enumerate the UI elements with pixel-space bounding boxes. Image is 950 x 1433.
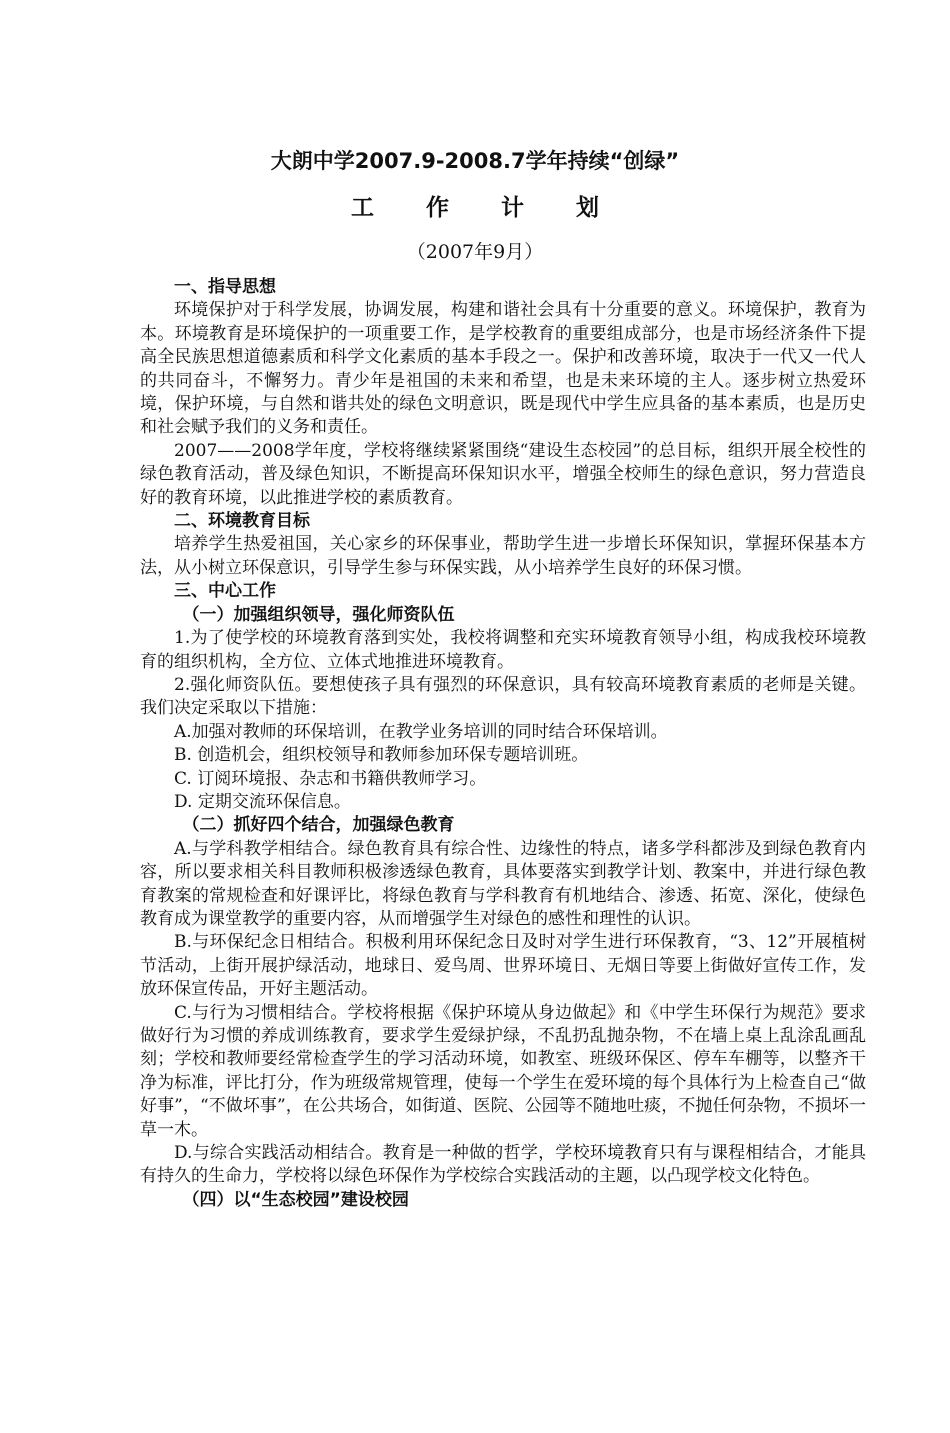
document-body [140,276,866,1212]
section-heading-core-work: 三、中心工作 [174,581,276,602]
section-heading-guiding-ideology: 一、指导思想 [174,277,276,297]
list-item: D. 定期交流环保信息。 [174,791,351,812]
paragraph: A.与学科教学相结合。绿色教育具有综合性、边缘性的特点，诸多学科都涉及到绿色教育内容，所以要求相关科目教师积极渗透绿色教育，具体要落实到教学计划、教案中，并进行绿色教育教案的常规检查和好课评比，将绿色教育与学科教育有机地结合、渗透、拓宽、深化，使绿色教育成为课堂教学的重要内容，从而增强学生对绿色的感性和理性的认识。 [140,838,866,929]
document-date: （2007年9月） [406,241,544,263]
list-item: A.加强对教师的环保培训，在教学业务培训的同时结合环保培训。 [174,721,668,742]
paragraph: 2007——2008学年度，学校将继续紧紧围绕“建设生态校园”的总目标，组织开展全校性的绿色教育活动，普及绿色知识，不断提高环保知识水平，增强全校师生的绿色意识，努力营造良好的教育环境，以此推进学校的素质教育。 [140,440,866,508]
subsection-heading-eco-campus: （四）以“生态校园”建设校园 [182,1189,409,1210]
list-item: B. 创造机会，组织校领导和教师参加环保专题培训班。 [174,745,589,766]
subsection-heading-four-combinations: （二）抓好四个结合，加强绿色教育 [182,815,455,836]
paragraph: D.与综合实践活动相结合。教育是一种做的哲学，学校环境教育只有与课程相结合，才能具有持久的生命力，学校将以绿色环保作为学校综合实践活动的主题，以凸现学校文化特色。 [140,1143,866,1187]
paragraph: 培养学生热爱祖国，关心家乡的环保事业，帮助学生进一步增长环保知识，掌握环保基本方法，从小树立环保意识，引导学生参与环保实践，从小培养学生良好的环保习惯。 [140,534,866,578]
paragraph: 2.强化师资队伍。要想使孩子具有强烈的环保意识，具有较高环境教育素质的老师是关键。我们决定采取以下措施： [140,674,866,719]
list-item: C. 订阅环境报、杂志和书籍供教师学习。 [174,768,487,789]
section-heading-education-goals: 二、环境教育目标 [174,511,310,532]
document-subtitle: 工 作 计 划 [350,195,622,221]
paragraph: 1.为了使学校的环境教育落到实处，我校将调整和充实环境教育领导小组，构成我校环境教育的组织机构，全方位、立体式地推进环境教育。 [140,628,866,672]
subsection-heading-organization: （一）加强组织领导，强化师资队伍 [182,604,455,625]
paragraph: C.与行为习惯相结合。学校将根据《保护环境从身边做起》和《中学生环保行为规范》要求做好行为习惯的养成训练教育，要求学生爱绿护绿，不乱扔乱抛杂物，不在墙上桌上乱涂乱画乱刻；学校和教师要经常检查学生的学习活动环境，如教室、班级环保区、停车车棚等，以整齐干净为标准，评比打分，作为班级常规管理，使每一个学生在爱环境的每个具体行为上检查自己“做好事”，“不做坏事”，在公共场合，如街道、医院、公园等不随地吐痰，不抛任何杂物，不损坏一草一木。 [140,1002,866,1140]
paragraph: B.与环保纪念日相结合。积极利用环保纪念日及时对学生进行环保教育，“3、12”开展植树节活动，上街开展护绿活动，地球日、爱鸟周、世界环境日、无烟日等要上街做好宣传工作，发放环保宣传品，开好主题活动。 [140,932,866,1000]
document-title: 大朗中学2007.9-2008.7学年持续“创绿” [270,149,680,173]
paragraph: 环境保护对于科学发展，协调发展，构建和谐社会具有十分重要的意义。环境保护，教育为本。环境教育是环境保护的一项重要工作，是学校教育的重要组成部分，也是市场经济条件下提高全民族思想道德素质和科学文化素质的基本手段之一。保护和改善环境，取决于一代又一代人的共同奋斗，不懈努力。青少年是祖国的未来和希望，也是未来环境的主人。逐步树立热爱环境，保护环境，与自然和谐共处的绿色文明意识，既是现代中学生应具备的基本素质，也是历史和社会赋予我们的义务和责任。 [140,300,866,438]
